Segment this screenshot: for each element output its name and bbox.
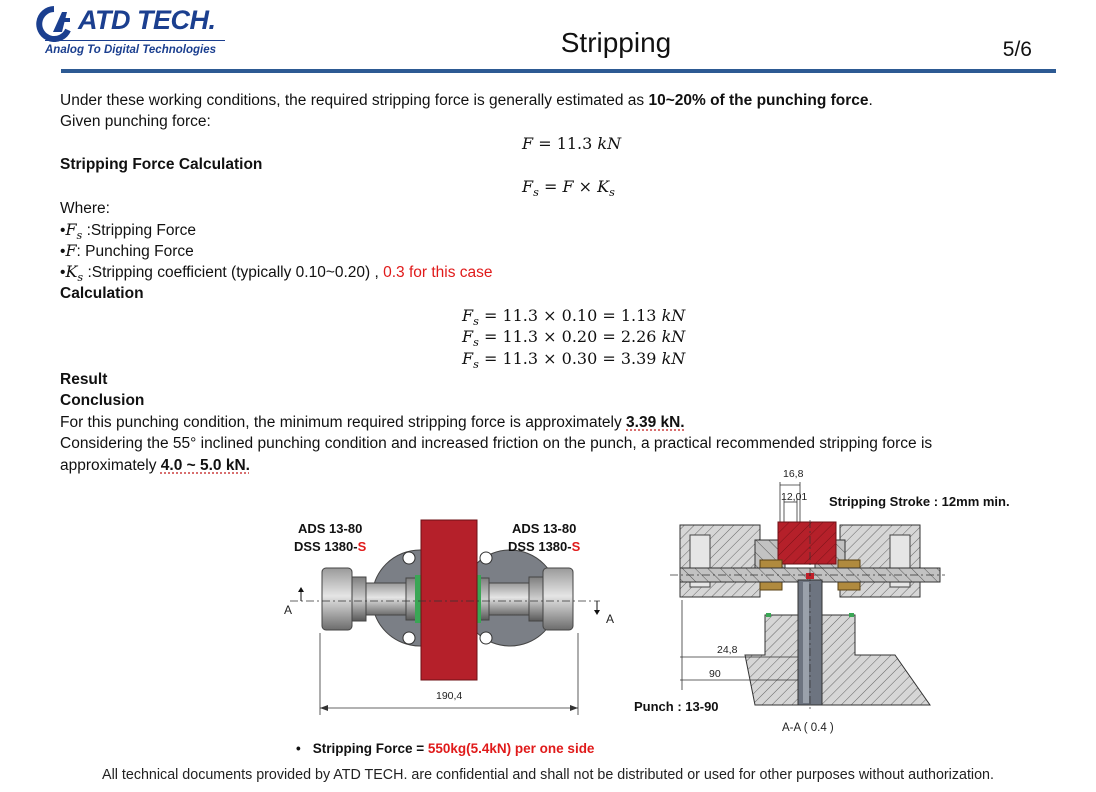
punch-label: Punch : 13-90 xyxy=(634,699,719,714)
intro-paragraph: Under these working conditions, the required stripping force is generally estimated as 10~20% of the punching force. xyxy=(60,92,873,109)
conclusion-line-2: Considering the 55° inclined punching condition and increased friction on the punch, a practical recommended stripping force is xyxy=(60,435,933,452)
right-part-label-1: ADS 13-80 xyxy=(512,521,577,536)
logo-tagline: Analog To Digital Technologies xyxy=(45,44,217,56)
definition-ks: $•K_s$ :Stripping coefficient (typically 0.10~0.20) , 0.3 for this case xyxy=(60,262,493,285)
calc-line-3: $F_s = 11.3 \times 0.30 = 3.39$ kN xyxy=(462,349,686,372)
equation-formula: $F_s = F \times K_s$ xyxy=(522,177,615,200)
page-title: Stripping xyxy=(560,27,672,58)
heading-stripping-force-calculation: Stripping Force Calculation xyxy=(60,156,263,173)
right-part-label-2: DSS 1380-S xyxy=(508,539,581,554)
heading-result: Result xyxy=(60,371,108,388)
dimension-16-8: 16,8 xyxy=(783,468,804,480)
confidentiality-footer: All technical documents provided by ATD TECH. are confidential and shall not be distributed or used for other purposes without authorization. xyxy=(102,767,994,783)
section-caption: A-A ( 0.4 ) xyxy=(782,722,834,734)
section-mark-right: A xyxy=(606,612,615,626)
given-label: Given punching force: xyxy=(60,113,211,130)
definition-f: •F: Punching Force xyxy=(60,241,194,260)
dimension-24-8: 24,8 xyxy=(717,644,738,656)
dimension-width: 190,4 xyxy=(436,690,463,702)
definition-fs: $•F_s$ :Stripping Force xyxy=(60,220,197,243)
stripping-force-bullet: • Stripping Force = 550kg(5.4kN) per one side xyxy=(296,741,595,756)
left-part-label-1: ADS 13-80 xyxy=(298,521,363,536)
left-part-label-2: DSS 1380-S xyxy=(294,539,367,554)
conclusion-line-3: approximately 4.0 ~ 5.0 kN. xyxy=(60,457,250,474)
heading-calculation: Calculation xyxy=(60,285,144,302)
dimension-12-01: 12,01 xyxy=(781,491,808,503)
heading-conclusion: Conclusion xyxy=(60,392,145,409)
equation-punching-force: F = 11.3 kN xyxy=(522,134,622,153)
calc-line-2: $F_s = 11.3 \times 0.20 = 2.26$ kN xyxy=(462,327,686,350)
section-mark-left: A xyxy=(284,603,293,617)
page-number: 5/6 xyxy=(1002,38,1032,61)
where-label: Where: xyxy=(60,200,110,217)
conclusion-line-1: For this punching condition, the minimum required stripping force is approximately 3.39 kN. xyxy=(60,414,685,431)
dimension-90: 90 xyxy=(709,668,721,680)
stripping-stroke-label: Stripping Stroke : 12mm min. xyxy=(829,494,1010,509)
header-divider xyxy=(61,69,1056,73)
calc-line-1: $F_s = 11.3 \times 0.10 = 1.13$ kN xyxy=(462,306,686,329)
logo-wordmark: ATD TECH. xyxy=(78,5,216,35)
